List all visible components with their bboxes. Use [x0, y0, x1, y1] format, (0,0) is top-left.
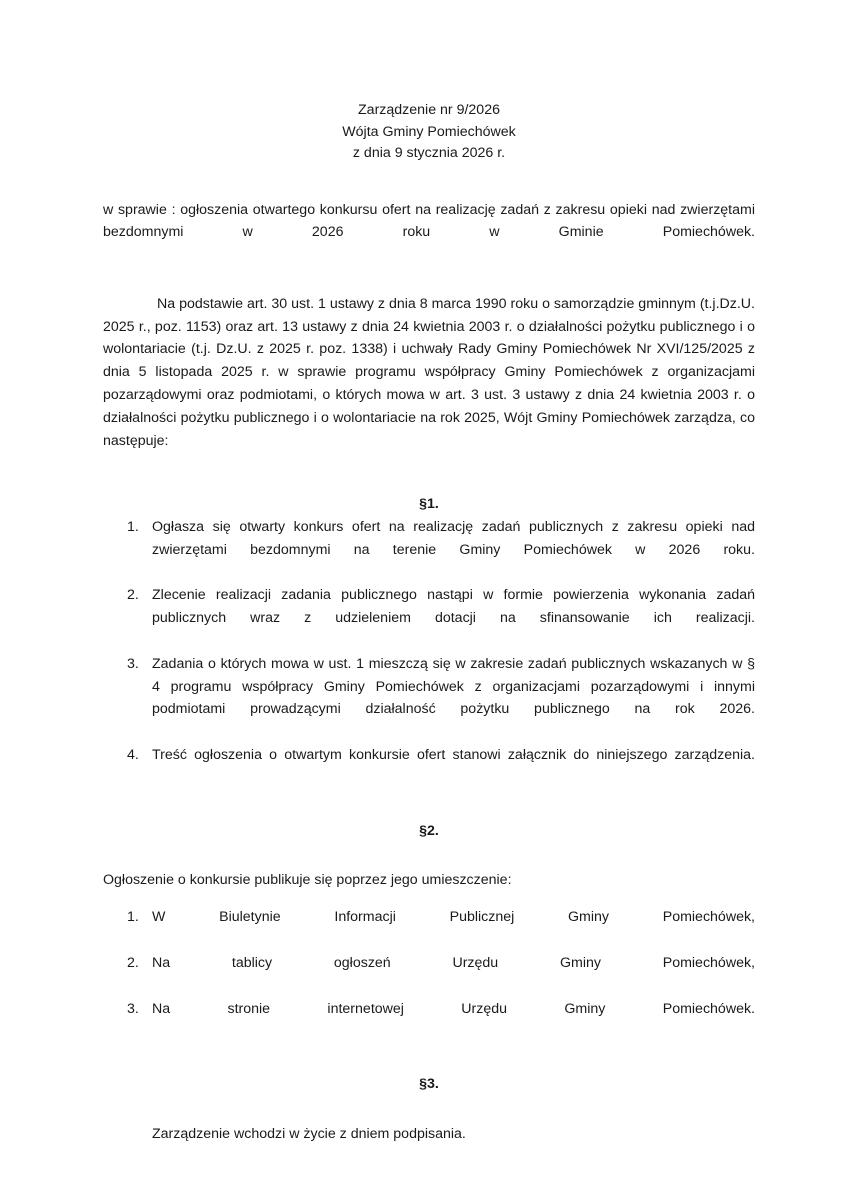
- list-item-number: 3.: [127, 655, 139, 672]
- list-item: [103, 584, 755, 652]
- title-line-date: z dnia 9 stycznia 2026 r.: [352, 145, 506, 161]
- list-item: [103, 906, 755, 952]
- title-line-authority: Wójta Gminy Pomiechówek: [342, 123, 516, 140]
- list-item: [103, 744, 755, 790]
- closing-paragraph: Zarządzenie wchodzi w życie z dniem podpisania.: [152, 1125, 466, 1142]
- section-2-list: [103, 906, 755, 1043]
- section-1-list: [103, 516, 755, 790]
- list-item-text: W Biuletynie Informacji Publicznej Gminy Pomiechówek,: [152, 909, 755, 926]
- list-item-text: Zlecenie realizacji zadania publicznego nastąpi w formie powierzenia wykonania zadań publicznych wraz z udzieleniem dotacji na sfinansowanie ich realizacji.: [152, 587, 755, 627]
- list-item: [103, 998, 755, 1044]
- section-marker-1: §1.: [419, 496, 439, 513]
- title-line-number: Zarządzenie nr 9/2026: [358, 102, 500, 118]
- list-item-number: 3.: [127, 1000, 139, 1017]
- section-marker-2: §2.: [419, 822, 439, 839]
- document-title-block: [103, 100, 755, 165]
- list-item-number: 2.: [127, 587, 139, 604]
- list-item-text: Ogłasza się otwarty konkurs ofert na realizację zadań publicznych z zakresu opieki nad zwierzętami bezdomnymi na terenie Gminy Pomiechówek w 2026 roku.: [152, 519, 755, 558]
- list-item: [103, 952, 755, 998]
- list-item-number: 1.: [127, 519, 139, 536]
- list-item-number: 2.: [127, 955, 139, 971]
- section-2-intro: Ogłoszenie o konkursie publikuje się poprzez jego umieszczenie:: [103, 872, 512, 889]
- list-item-number: 4.: [127, 747, 139, 764]
- list-item: [103, 653, 755, 744]
- list-item-text: Treść ogłoszenia o otwartym konkursie ofert stanowi załącznik do niniejszego zarządzenia.: [152, 747, 755, 764]
- list-item-text: Zadania o których mowa w ust. 1 mieszczą się w zakresie zadań publicznych wskazanych w § 4 programu współpracy Gminy Pomiechówek z organizacjami pozarządowymi i innymi podmiotami prowadzącymi działalność pożytku publicznego na rok 2026.: [152, 655, 755, 718]
- list-item-number: 1.: [127, 909, 139, 926]
- section-marker-3: §3.: [419, 1076, 439, 1093]
- subject-paragraph: w sprawie : ogłoszenia otwartego konkursu ofert na realizację zadań z zakresu opieki nad zwierzętami bezdomnymi w 2026 roku w Gminie Pomiechówek.: [103, 201, 755, 241]
- document-content: [103, 100, 755, 1160]
- list-item-text: Na tablicy ogłoszeń Urzędu Gminy Pomiechówek,: [152, 955, 755, 971]
- list-item-text: Na stronie internetowej Urzędu Gminy Pomiechówek.: [152, 1000, 755, 1017]
- legal-basis-paragraph: Na podstawie art. 30 ust. 1 ustawy z dnia 8 marca 1990 roku o samorządzie gminnym (t.j.Dz.U. 2025 r., poz. 1153) oraz art. 13 ustawy z dnia 24 kwietnia 2003 r. o działalności pożytku publicznego i o wolontariacie (t.j. Dz.U. z 2025 r. poz. 1338) i uchwały Rady Gminy Pomiechówek Nr XVI/125/2025 z dnia 5 listopada 2025 r. w sprawie programu współpracy Gminy Pomiechówek z organizacjami pozarządowymi oraz podmiotami, o których mowa w art. 3 ust. 3 ustawy z dnia 24 kwietnia 2003 r. o działalności pożytku publicznego i o wolontariacie na rok 2025, Wójt Gminy Pomiechówek zarządza, co następuje:: [103, 295, 755, 449]
- list-item: [103, 516, 755, 584]
